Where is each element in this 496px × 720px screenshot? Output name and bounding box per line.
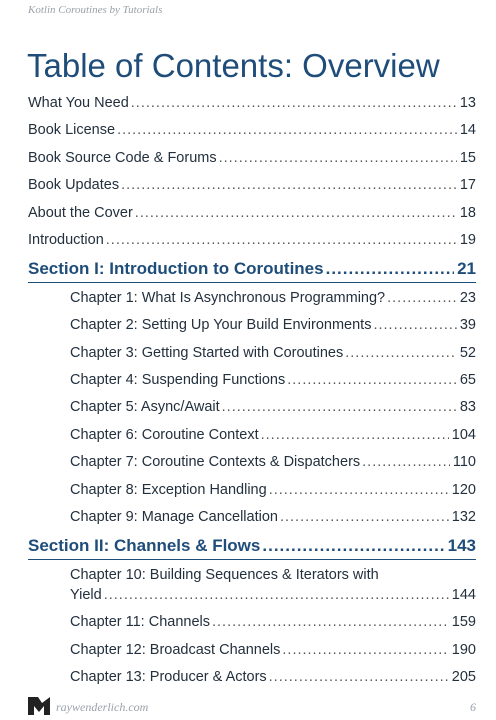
- toc-entry-label: Book Updates: [28, 177, 120, 193]
- dot-leader: [106, 230, 457, 250]
- toc-chapter-label: Chapter 10: Building Sequences & Iterators with: [70, 567, 379, 583]
- toc-entry-label: Introduction: [28, 232, 104, 248]
- toc-entry-source-code[interactable]: [28, 148, 476, 168]
- toc-chapter-label: Chapter 8: Exception Handling: [70, 482, 267, 498]
- toc-entry-book-updates[interactable]: [28, 175, 476, 195]
- toc-chapter-label: Chapter 6: Coroutine Context: [70, 427, 259, 443]
- toc-chapter-page: 144: [451, 587, 476, 603]
- toc-chapter-label: Chapter 1: What Is Asynchronous Programming?: [70, 290, 386, 306]
- dot-leader: [104, 585, 449, 605]
- toc-section-label: Section I: Introduction to Coroutines: [28, 259, 324, 278]
- toc-section-1[interactable]: [28, 258, 476, 280]
- dot-leader: [282, 640, 448, 660]
- toc-entry-label: Book Source Code & Forums: [28, 150, 217, 166]
- dot-leader: [362, 452, 450, 472]
- toc-chapter-label: Chapter 5: Async/Await: [70, 399, 220, 415]
- dot-leader: [212, 612, 449, 632]
- toc-entry-page: 14: [459, 122, 476, 138]
- section-underline: [28, 282, 476, 283]
- toc-chapter-13[interactable]: [70, 667, 476, 687]
- toc-chapter-page: 104: [451, 427, 476, 443]
- toc-chapter-label: Chapter 7: Coroutine Contexts & Dispatchers: [70, 454, 361, 470]
- dot-leader: [326, 258, 454, 280]
- toc-chapter-label: Chapter 3: Getting Started with Coroutines: [70, 345, 344, 361]
- toc-entry-label: About the Cover: [28, 205, 133, 221]
- dot-leader: [261, 425, 449, 445]
- toc-chapter-page: 23: [459, 290, 476, 306]
- dot-leader: [131, 93, 457, 113]
- dot-leader: [222, 397, 457, 417]
- toc-chapter-10[interactable]: [70, 565, 476, 605]
- toc-chapter-1[interactable]: [70, 288, 476, 308]
- toc-entry-about-cover[interactable]: [28, 203, 476, 223]
- toc-entry-page: 13: [459, 95, 476, 111]
- toc-entry-page: 19: [459, 232, 476, 248]
- toc-entry-page: 15: [459, 150, 476, 166]
- toc-chapter-page: 110: [452, 454, 476, 470]
- toc-chapter-8[interactable]: [70, 480, 476, 500]
- toc-chapter-page: 52: [459, 345, 476, 361]
- toc-chapter-page: 65: [459, 372, 476, 388]
- toc-section-2[interactable]: [28, 535, 476, 557]
- toc-chapter-label: Chapter 12: Broadcast Channels: [70, 642, 281, 658]
- dot-leader: [280, 507, 449, 527]
- toc-chapter-5[interactable]: [70, 397, 476, 417]
- dot-leader: [269, 480, 449, 500]
- toc-section-label: Section II: Channels & Flows: [28, 536, 261, 555]
- toc-chapter-label-continued: Yield: [70, 587, 102, 603]
- dot-leader: [135, 203, 457, 223]
- toc-chapter-9[interactable]: [70, 507, 476, 527]
- toc-chapter-label: Chapter 2: Setting Up Your Build Environments: [70, 317, 372, 333]
- toc-chapter-label: Chapter 13: Producer & Actors: [70, 669, 267, 685]
- section-underline: [28, 559, 476, 560]
- dot-leader: [117, 120, 457, 140]
- toc-chapter-7[interactable]: [70, 452, 476, 472]
- toc-chapter-page: 205: [451, 669, 476, 685]
- toc-chapter-11[interactable]: [70, 612, 476, 632]
- toc-chapter-2[interactable]: [70, 315, 476, 335]
- toc-chapter-6[interactable]: [70, 425, 476, 445]
- toc-entry-what-you-need[interactable]: [28, 93, 476, 113]
- toc-entry-page: 17: [459, 177, 476, 193]
- toc-section-page: 143: [447, 536, 476, 555]
- toc-chapter-page: 39: [459, 317, 476, 333]
- toc-chapter-page: 83: [459, 399, 476, 415]
- toc-chapter-label: Chapter 11: Channels: [70, 614, 210, 630]
- toc-chapter-3[interactable]: [70, 343, 476, 363]
- dot-leader: [269, 667, 449, 687]
- toc-entry-book-license[interactable]: [28, 120, 476, 140]
- toc-entry-introduction[interactable]: [28, 230, 476, 250]
- toc-chapter-label: Chapter 9: Manage Cancellation: [70, 509, 278, 525]
- toc-entry-page: 18: [459, 205, 476, 221]
- running-header: Kotlin Coroutines by Tutorials: [28, 4, 163, 16]
- toc-chapter-label: Chapter 4: Suspending Functions: [70, 372, 286, 388]
- toc-entry-label: Book License: [28, 122, 116, 138]
- toc-chapter-page: 159: [451, 614, 476, 630]
- dot-leader: [373, 315, 456, 335]
- dot-leader: [345, 343, 457, 363]
- toc-chapter-12[interactable]: [70, 640, 476, 660]
- toc-chapter-page: 132: [451, 509, 476, 525]
- raywenderlich-logo-icon: [28, 697, 50, 715]
- page-title: Table of Contents: Overview: [27, 47, 440, 84]
- dot-leader: [287, 370, 457, 390]
- dot-leader: [262, 535, 444, 557]
- dot-leader: [219, 148, 457, 168]
- dot-leader: [121, 175, 457, 195]
- toc-chapter-4[interactable]: [70, 370, 476, 390]
- dot-leader: [387, 288, 457, 308]
- footer-site: raywenderlich.com: [56, 700, 149, 714]
- footer-page-number: 6: [470, 700, 476, 714]
- toc-chapter-page: 120: [451, 482, 476, 498]
- toc-entry-label: What You Need: [28, 95, 129, 111]
- toc-section-page: 21: [457, 259, 476, 278]
- toc-chapter-page: 190: [451, 642, 476, 658]
